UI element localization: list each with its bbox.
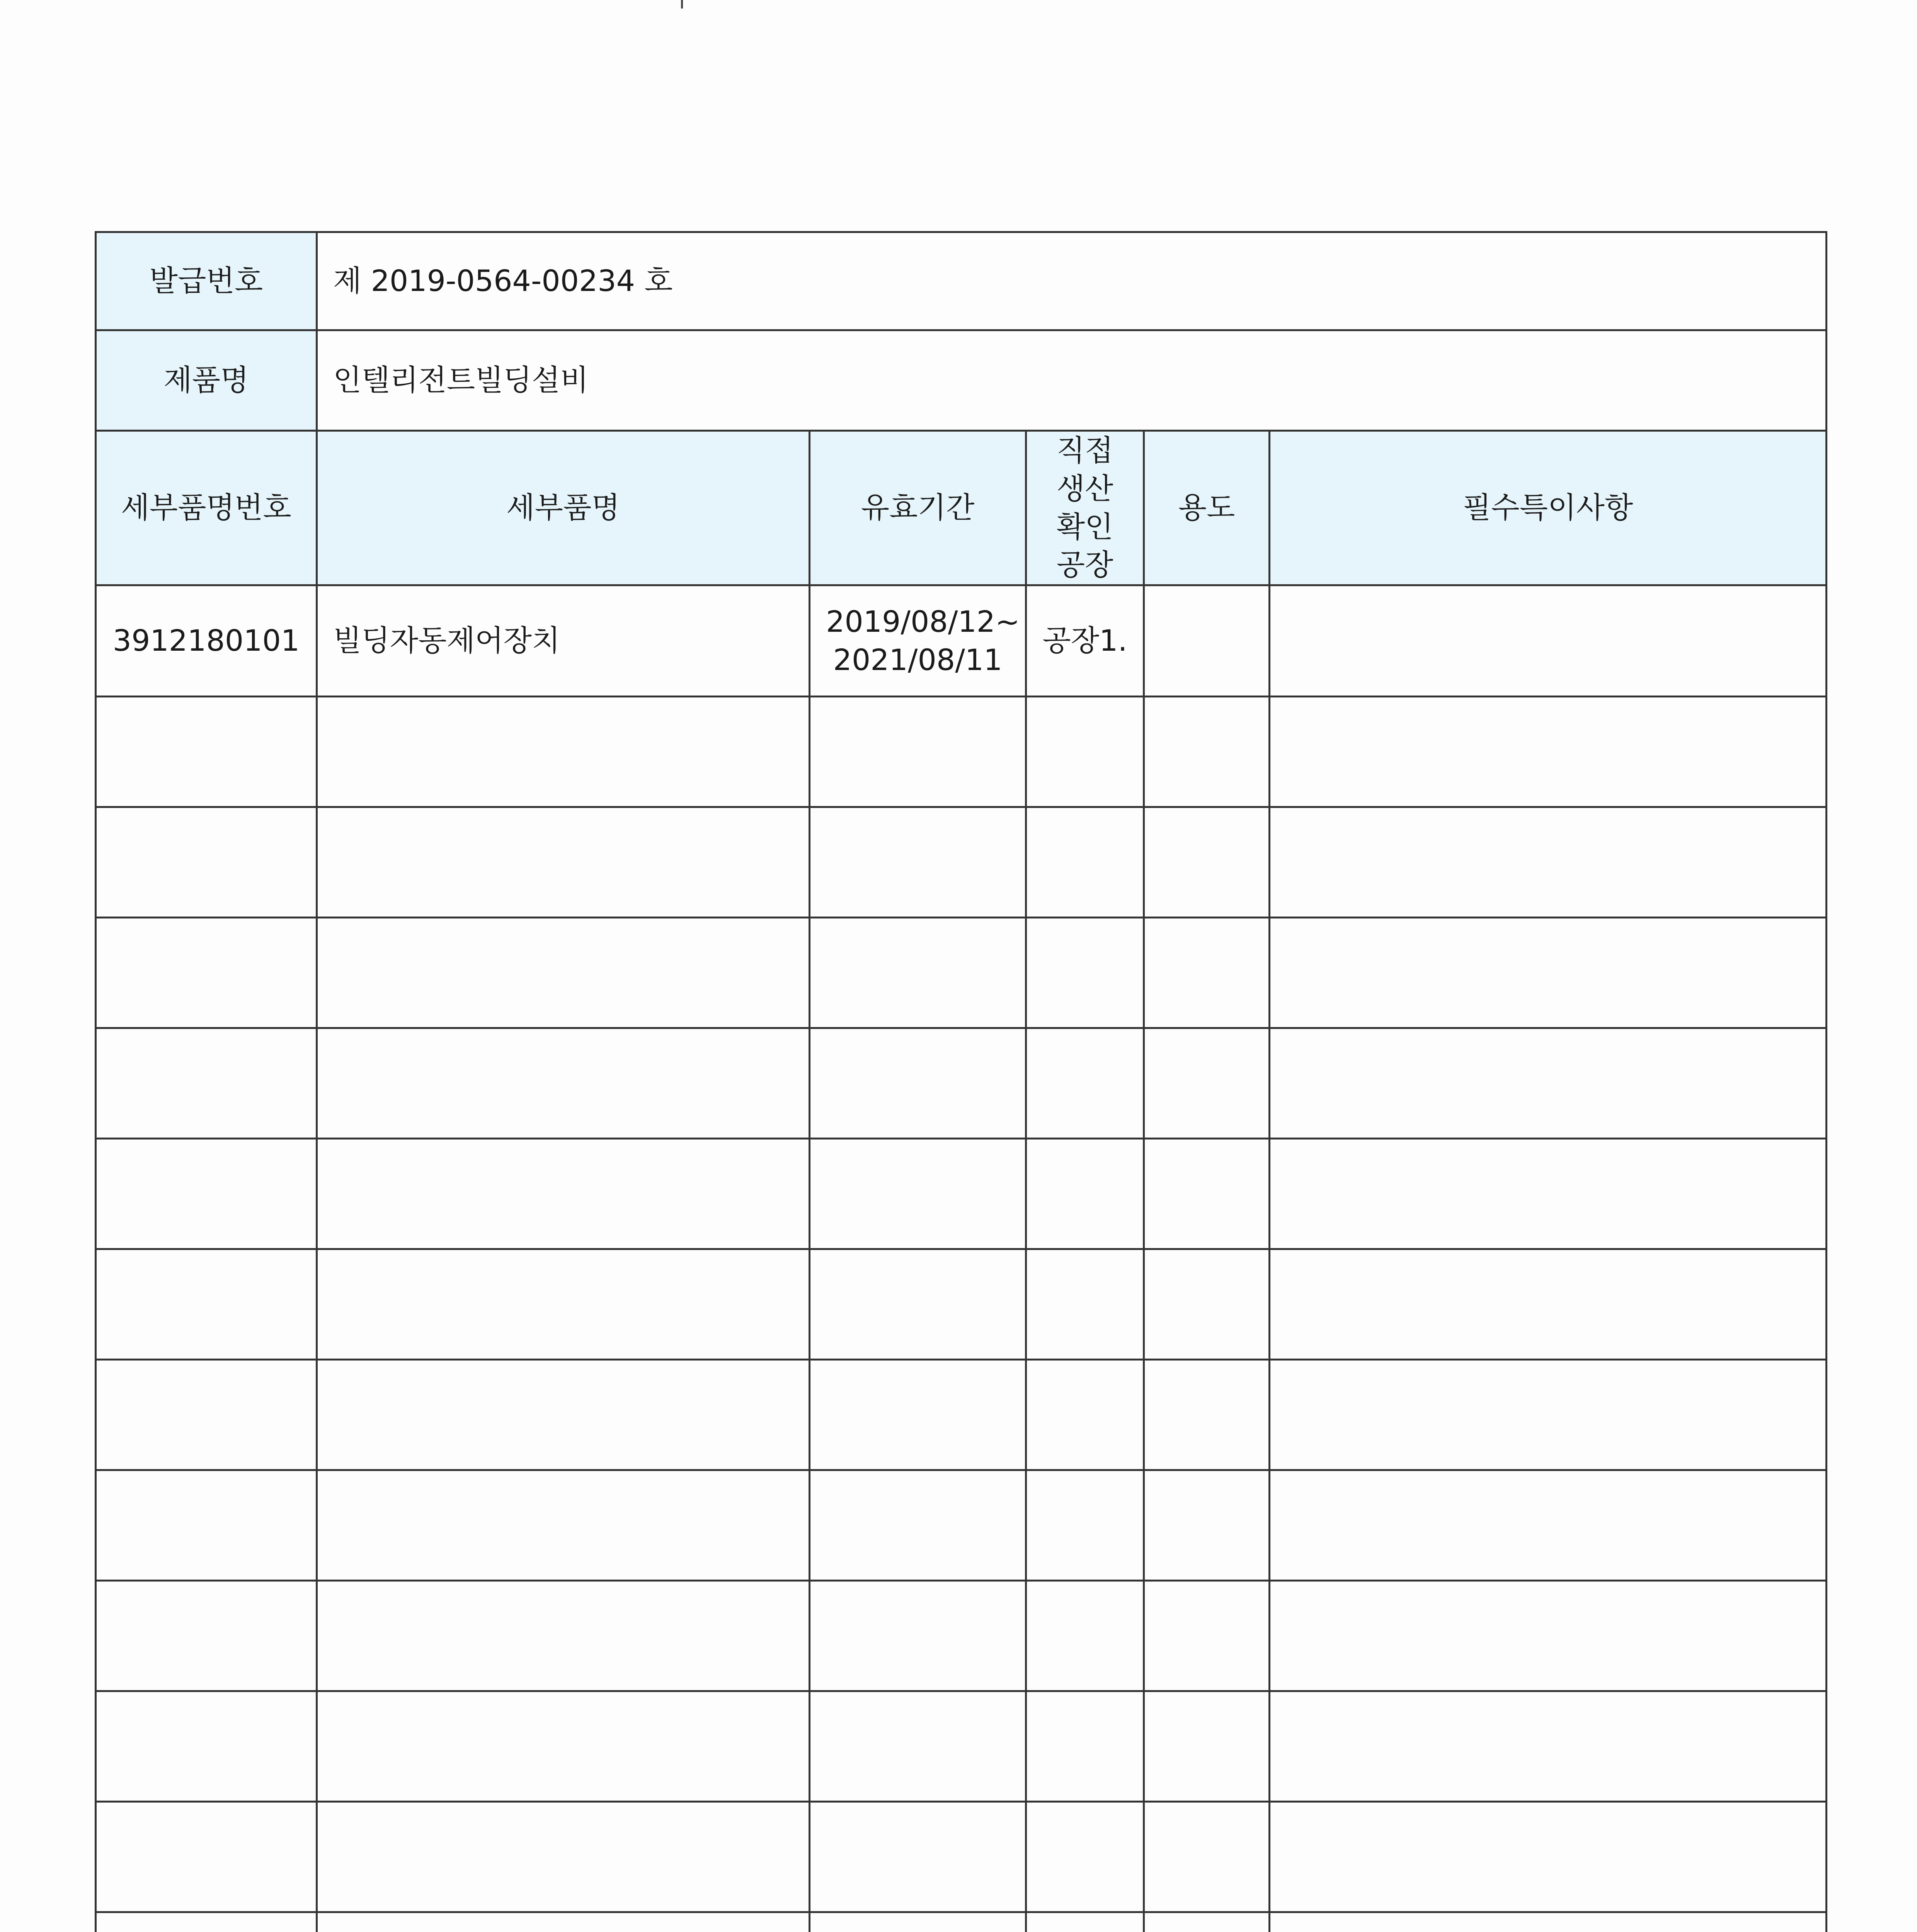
header-remarks: 필수특이사항 xyxy=(1270,431,1827,585)
empty-cell xyxy=(1270,807,1827,918)
empty-cell xyxy=(1144,1360,1270,1470)
empty-cell xyxy=(1026,1139,1144,1249)
empty-cell xyxy=(810,1912,1026,1932)
row-name: 빌딩자동제어장치 xyxy=(317,585,810,697)
empty-cell xyxy=(1026,1581,1144,1691)
empty-cell xyxy=(810,1470,1026,1581)
empty-cell xyxy=(810,807,1026,918)
product-name-value: 인텔리전트빌딩설비 xyxy=(317,330,1827,431)
header-factory-line1: 직접생산 xyxy=(1056,433,1113,506)
empty-cell xyxy=(1270,1802,1827,1912)
empty-cell xyxy=(1144,1912,1270,1932)
empty-cell xyxy=(317,1802,810,1912)
empty-cell xyxy=(1270,918,1827,1028)
empty-cell xyxy=(317,1028,810,1139)
empty-cell xyxy=(1144,1470,1270,1581)
product-name-label: 제품명 xyxy=(96,330,317,431)
empty-cell xyxy=(1026,1802,1144,1912)
empty-cell xyxy=(1144,918,1270,1028)
empty-cell xyxy=(1144,1028,1270,1139)
empty-cell xyxy=(810,1139,1026,1249)
empty-cell xyxy=(96,1802,317,1912)
empty-cell xyxy=(1270,697,1827,807)
empty-cell xyxy=(1144,697,1270,807)
empty-cell xyxy=(317,1912,810,1932)
empty-cell xyxy=(96,1028,317,1139)
row-validity-to: 2021/08/11 xyxy=(833,642,1003,677)
empty-cell xyxy=(810,1028,1026,1139)
empty-cell xyxy=(96,1691,317,1802)
row-usage xyxy=(1144,585,1270,697)
empty-cell xyxy=(1270,1581,1827,1691)
empty-cell xyxy=(1144,1139,1270,1249)
row-validity xyxy=(810,585,1026,697)
empty-cell xyxy=(810,918,1026,1028)
empty-cell xyxy=(1026,1470,1144,1581)
product-name-row xyxy=(96,330,1827,431)
empty-cell xyxy=(96,918,317,1028)
empty-row xyxy=(96,1581,1827,1691)
empty-cell xyxy=(1026,1028,1144,1139)
empty-cell xyxy=(1144,1581,1270,1691)
empty-cell xyxy=(96,1581,317,1691)
empty-cell xyxy=(1270,1691,1827,1802)
issue-number-value: 제 2019-0564-00234 호 xyxy=(317,232,1827,330)
empty-cell xyxy=(1026,1249,1144,1360)
row-remarks xyxy=(1270,585,1827,697)
table-header-row xyxy=(96,431,1827,585)
empty-cell xyxy=(96,807,317,918)
header-factory-line2: 확인공장 xyxy=(1056,509,1113,582)
issue-number-row xyxy=(96,232,1827,330)
row-factory: 공장1. xyxy=(1026,585,1144,697)
certificate-table xyxy=(95,231,1827,1932)
empty-cell xyxy=(317,807,810,918)
empty-cell xyxy=(1270,1139,1827,1249)
empty-cell xyxy=(1144,1802,1270,1912)
empty-cell xyxy=(1144,1249,1270,1360)
empty-row xyxy=(96,1691,1827,1802)
empty-cell xyxy=(317,918,810,1028)
header-code: 세부품명번호 xyxy=(96,431,317,585)
empty-row xyxy=(96,807,1827,918)
empty-row xyxy=(96,1139,1827,1249)
empty-cell xyxy=(810,1249,1026,1360)
empty-cell xyxy=(96,1470,317,1581)
empty-cell xyxy=(810,1691,1026,1802)
empty-row xyxy=(96,918,1827,1028)
empty-cell xyxy=(1270,1249,1827,1360)
empty-cell xyxy=(96,1139,317,1249)
empty-cell xyxy=(1026,1691,1144,1802)
empty-cell xyxy=(96,697,317,807)
empty-cell xyxy=(1026,697,1144,807)
empty-row xyxy=(96,1249,1827,1360)
empty-cell xyxy=(1144,1691,1270,1802)
empty-cell xyxy=(810,1360,1026,1470)
empty-cell xyxy=(1026,807,1144,918)
empty-cell xyxy=(317,1581,810,1691)
header-usage: 용도 xyxy=(1144,431,1270,585)
header-name: 세부품명 xyxy=(317,431,810,585)
empty-cell xyxy=(317,1470,810,1581)
empty-cell xyxy=(96,1912,317,1932)
scan-mark xyxy=(681,0,683,9)
empty-row xyxy=(96,1802,1827,1912)
empty-cell xyxy=(810,1802,1026,1912)
empty-row xyxy=(96,697,1827,807)
empty-cell xyxy=(1026,918,1144,1028)
table-row xyxy=(96,585,1827,697)
empty-cell xyxy=(317,1360,810,1470)
issue-number-label: 발급번호 xyxy=(96,232,317,330)
empty-row xyxy=(96,1028,1827,1139)
empty-cell xyxy=(317,1249,810,1360)
header-validity: 유효기간 xyxy=(810,431,1026,585)
empty-cell xyxy=(1270,1360,1827,1470)
empty-cell xyxy=(96,1249,317,1360)
empty-cell xyxy=(96,1360,317,1470)
row-validity-from: 2019/08/12~ xyxy=(826,604,1020,639)
empty-cell xyxy=(317,1691,810,1802)
empty-cell xyxy=(317,1139,810,1249)
empty-row xyxy=(96,1912,1827,1932)
empty-row xyxy=(96,1360,1827,1470)
empty-row xyxy=(96,1470,1827,1581)
empty-cell xyxy=(1026,1360,1144,1470)
empty-cell xyxy=(1270,1028,1827,1139)
empty-cell xyxy=(317,697,810,807)
empty-cell xyxy=(810,1581,1026,1691)
row-code: 3912180101 xyxy=(96,585,317,697)
empty-cell xyxy=(1270,1470,1827,1581)
empty-cell xyxy=(1270,1912,1827,1932)
empty-cell xyxy=(1026,1912,1144,1932)
empty-cell xyxy=(810,697,1026,807)
header-factory xyxy=(1026,431,1144,585)
empty-cell xyxy=(1144,807,1270,918)
